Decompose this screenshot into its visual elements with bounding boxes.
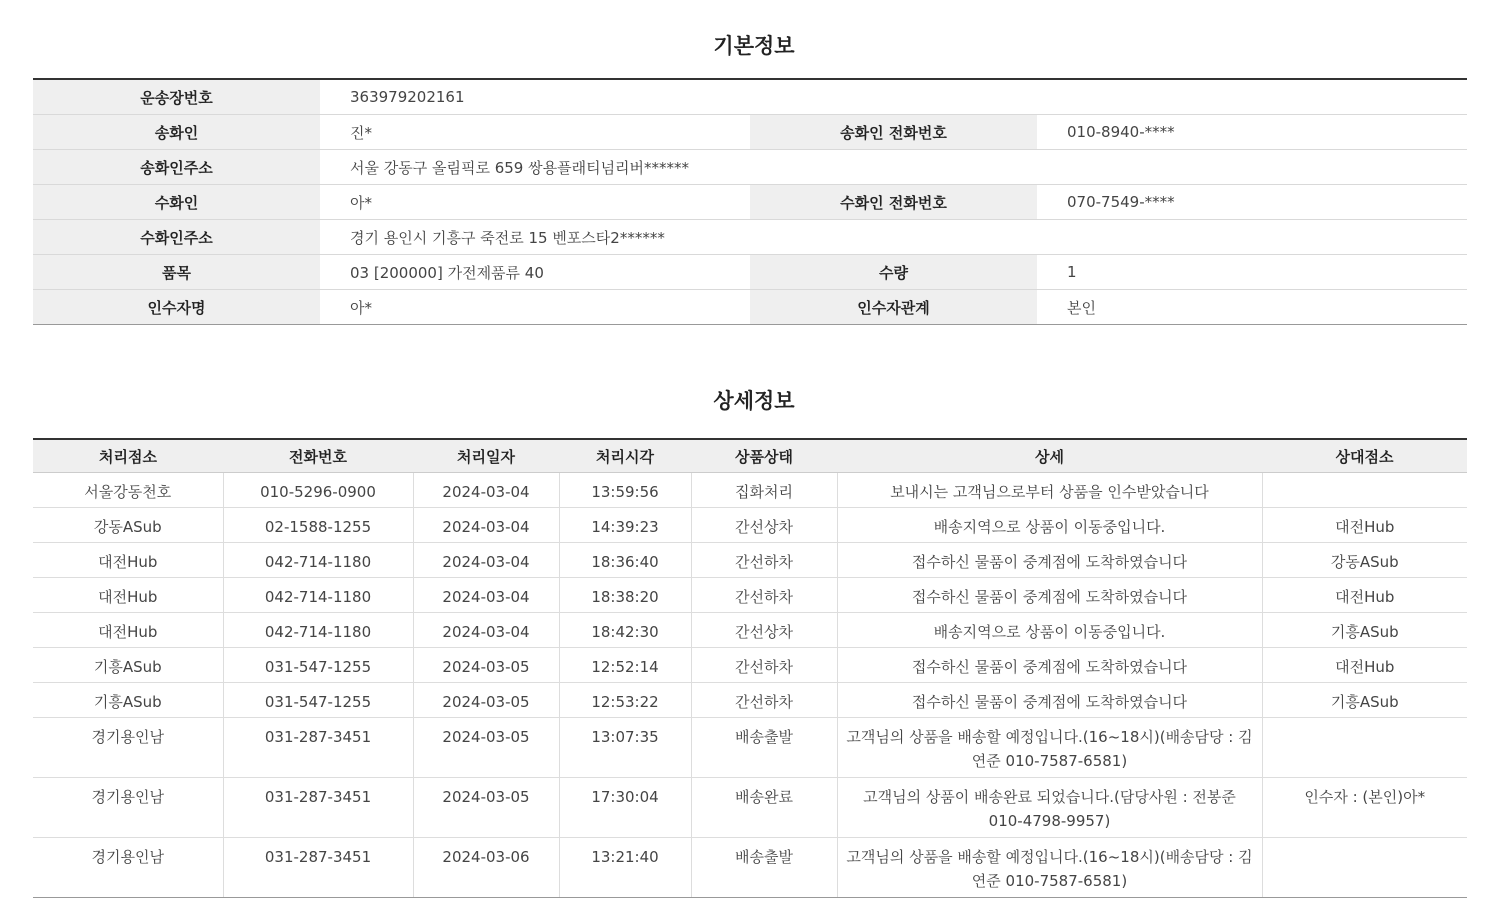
- item-row: [33, 255, 1467, 290]
- date-cell: 2024-03-05: [413, 778, 559, 838]
- status-cell: 집화처리: [691, 473, 837, 508]
- branch-cell: 기흥ASub: [33, 683, 223, 718]
- recipient-row: [33, 290, 1467, 325]
- counterpart-cell: 대전Hub: [1262, 578, 1467, 613]
- phone-cell: 042-714-1180: [223, 613, 413, 648]
- date-cell: 2024-03-04: [413, 578, 559, 613]
- phone-cell: 010-5296-0900: [223, 473, 413, 508]
- time-cell: 12:52:14: [559, 648, 691, 683]
- branch-cell: 대전Hub: [33, 613, 223, 648]
- phone-cell: 031-287-3451: [223, 838, 413, 898]
- sender-address-label: 송화인주소: [33, 150, 320, 185]
- table-row: [33, 508, 1467, 543]
- time-cell: 18:42:30: [559, 613, 691, 648]
- counterpart-cell: [1262, 718, 1467, 778]
- sender-label: 송화인: [33, 115, 320, 150]
- detail-cell: 배송지역으로 상품이 이동중입니다.: [837, 613, 1262, 648]
- detail-cell: 배송지역으로 상품이 이동중입니다.: [837, 508, 1262, 543]
- counterpart-cell: [1262, 473, 1467, 508]
- detail-cell: 고객님의 상품을 배송할 예정입니다.(16~18시)(배송담당 : 김연준 010-7587-6581): [837, 718, 1262, 778]
- status-cell: 간선상차: [691, 508, 837, 543]
- time-cell: 18:38:20: [559, 578, 691, 613]
- time-cell: 14:39:23: [559, 508, 691, 543]
- branch-cell: 강동ASub: [33, 508, 223, 543]
- receiver-address-value: 경기 용인시 기흥구 죽전로 15 벤포스타2******: [320, 220, 1467, 255]
- counterpart-cell: 기흥ASub: [1262, 613, 1467, 648]
- receiver-value: 아*: [320, 185, 750, 220]
- col-header-phone: 전화번호: [223, 439, 413, 473]
- time-cell: 13:59:56: [559, 473, 691, 508]
- recipient-value: 아*: [320, 290, 750, 325]
- date-cell: 2024-03-04: [413, 613, 559, 648]
- sender-value: 진*: [320, 115, 750, 150]
- item-value: 03 [200000] 가전제품류 40: [320, 255, 750, 290]
- branch-cell: 경기용인남: [33, 718, 223, 778]
- quantity-value: 1: [1037, 255, 1467, 290]
- status-cell: 배송출발: [691, 718, 837, 778]
- waybill-value: 363979202161: [320, 79, 1467, 115]
- date-cell: 2024-03-05: [413, 648, 559, 683]
- detail-cell: 접수하신 물품이 중계점에 도착하였습니다: [837, 683, 1262, 718]
- counterpart-cell: 강동ASub: [1262, 543, 1467, 578]
- phone-cell: 042-714-1180: [223, 578, 413, 613]
- status-cell: 간선하차: [691, 578, 837, 613]
- counterpart-cell: 기흥ASub: [1262, 683, 1467, 718]
- relation-label: 인수자관계: [750, 290, 1037, 325]
- time-cell: 13:07:35: [559, 718, 691, 778]
- table-row: [33, 543, 1467, 578]
- status-cell: 간선상차: [691, 613, 837, 648]
- phone-cell: 031-547-1255: [223, 683, 413, 718]
- phone-cell: 031-547-1255: [223, 648, 413, 683]
- date-cell: 2024-03-04: [413, 473, 559, 508]
- branch-cell: 대전Hub: [33, 543, 223, 578]
- sender-address-value: 서울 강동구 올림픽로 659 쌍용플래티넘리버******: [320, 150, 1467, 185]
- status-cell: 간선하차: [691, 683, 837, 718]
- phone-cell: 02-1588-1255: [223, 508, 413, 543]
- detail-cell: 고객님의 상품을 배송할 예정입니다.(16~18시)(배송담당 : 김연준 010-7587-6581): [837, 838, 1262, 898]
- receiver-phone-value: 070-7549-****: [1037, 185, 1467, 220]
- sender-row: [33, 115, 1467, 150]
- table-row: [33, 473, 1467, 508]
- basic-info-table: [33, 78, 1467, 325]
- status-cell: 배송완료: [691, 778, 837, 838]
- col-header-branch: 처리점소: [33, 439, 223, 473]
- table-row: [33, 718, 1467, 778]
- detail-info-table: [33, 438, 1467, 898]
- date-cell: 2024-03-06: [413, 838, 559, 898]
- detail-info-title: 상세정보: [713, 389, 795, 413]
- sender-phone-label: 송화인 전화번호: [750, 115, 1037, 150]
- waybill-label: 운송장번호: [33, 79, 320, 115]
- detail-cell: 접수하신 물품이 중계점에 도착하였습니다: [837, 578, 1262, 613]
- receiver-address-row: [33, 220, 1467, 255]
- time-cell: 18:36:40: [559, 543, 691, 578]
- date-cell: 2024-03-04: [413, 543, 559, 578]
- date-cell: 2024-03-05: [413, 683, 559, 718]
- branch-cell: 기흥ASub: [33, 648, 223, 683]
- relation-value: 본인: [1037, 290, 1467, 325]
- status-cell: 간선하차: [691, 648, 837, 683]
- date-cell: 2024-03-05: [413, 718, 559, 778]
- detail-cell: 접수하신 물품이 중계점에 도착하였습니다: [837, 543, 1262, 578]
- status-cell: 배송출발: [691, 838, 837, 898]
- time-cell: 17:30:04: [559, 778, 691, 838]
- quantity-label: 수량: [750, 255, 1037, 290]
- branch-cell: 경기용인남: [33, 838, 223, 898]
- time-cell: 12:53:22: [559, 683, 691, 718]
- receiver-phone-label: 수화인 전화번호: [750, 185, 1037, 220]
- counterpart-cell: 인수자 : (본인)아*: [1262, 778, 1467, 838]
- counterpart-cell: [1262, 838, 1467, 898]
- table-row: [33, 648, 1467, 683]
- date-cell: 2024-03-04: [413, 508, 559, 543]
- branch-cell: 서울강동천호: [33, 473, 223, 508]
- detail-cell: 고객님의 상품이 배송완료 되었습니다.(담당사원 : 전봉준 010-4798-9957): [837, 778, 1262, 838]
- table-row: [33, 683, 1467, 718]
- waybill-row: [33, 79, 1467, 115]
- basic-info-title: 기본정보: [713, 34, 795, 58]
- branch-cell: 경기용인남: [33, 778, 223, 838]
- detail-cell: 보내시는 고객님으로부터 상품을 인수받았습니다: [837, 473, 1262, 508]
- detail-cell: 접수하신 물품이 중계점에 도착하였습니다: [837, 648, 1262, 683]
- time-cell: 13:21:40: [559, 838, 691, 898]
- col-header-detail: 상세: [837, 439, 1262, 473]
- recipient-label: 인수자명: [33, 290, 320, 325]
- item-label: 품목: [33, 255, 320, 290]
- detail-header-row: [33, 439, 1467, 473]
- col-header-status: 상품상태: [691, 439, 837, 473]
- table-row: [33, 838, 1467, 898]
- sender-phone-value: 010-8940-****: [1037, 115, 1467, 150]
- col-header-date: 처리일자: [413, 439, 559, 473]
- col-header-counterpart: 상대점소: [1262, 439, 1467, 473]
- phone-cell: 031-287-3451: [223, 778, 413, 838]
- receiver-address-label: 수화인주소: [33, 220, 320, 255]
- receiver-label: 수화인: [33, 185, 320, 220]
- counterpart-cell: 대전Hub: [1262, 648, 1467, 683]
- col-header-time: 처리시각: [559, 439, 691, 473]
- receiver-row: [33, 185, 1467, 220]
- table-row: [33, 578, 1467, 613]
- table-row: [33, 613, 1467, 648]
- sender-address-row: [33, 150, 1467, 185]
- counterpart-cell: 대전Hub: [1262, 508, 1467, 543]
- table-row: [33, 778, 1467, 838]
- status-cell: 간선하차: [691, 543, 837, 578]
- phone-cell: 031-287-3451: [223, 718, 413, 778]
- branch-cell: 대전Hub: [33, 578, 223, 613]
- phone-cell: 042-714-1180: [223, 543, 413, 578]
